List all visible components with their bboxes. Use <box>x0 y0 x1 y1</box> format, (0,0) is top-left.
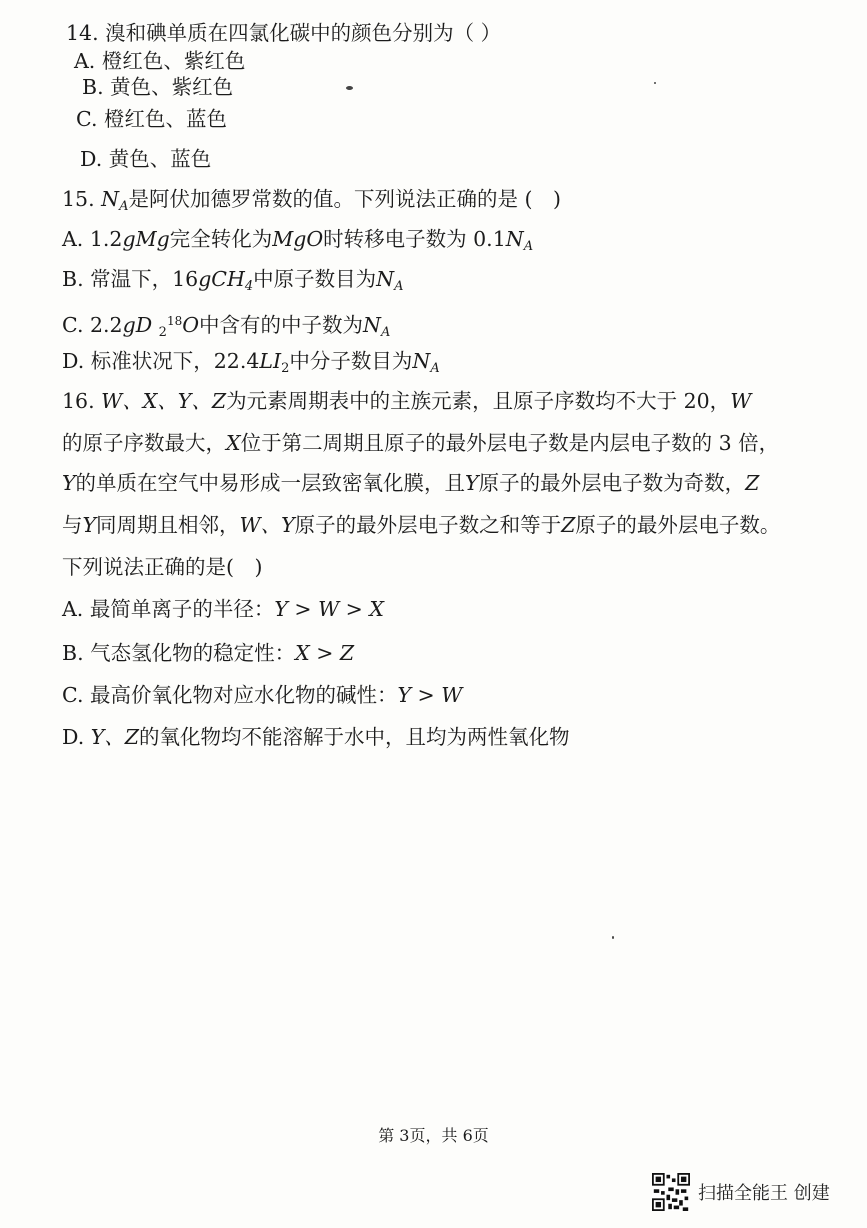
q15-option-c: C. 2.2gD $2^{18}O$中含有的中子数为$N_A$ <box>62 313 391 340</box>
qr-code-icon <box>652 1173 690 1211</box>
q15-option-b: B. 常温下，16gCH$_4$中原子数目为$N_A$ <box>62 267 404 294</box>
scan-speck <box>612 936 614 939</box>
q14-option-d: D. 黄色、蓝色 <box>80 147 212 171</box>
scanner-label: 扫描全能王 创建 <box>698 1183 830 1204</box>
q15-stem: 15. $N_A$是阿伏加德罗常数的值。下列说法正确的是 ( ) <box>62 187 561 214</box>
q16-option-d: D. Y、Z的氧化物均不能溶解于水中，且均为两性氧化物 <box>62 725 570 749</box>
q16-stem-line-4: 与Y同周期且相邻，W、Y原子的最外层电子数之和等于Z原子的最外层电子数。 <box>62 513 781 537</box>
q14-option-a: A. 橙红色、紫红色 <box>74 49 246 73</box>
q16-stem-line-5: 下列说法正确的是( ) <box>62 555 263 579</box>
q15-option-d: D. 标准状况下，22.4LI2中分子数目为$N_A$ <box>62 349 440 376</box>
q16-stem-line-2: 的原子序数最大，X位于第二周期且原子的最外层电子数是内层电子数的 3 倍， <box>62 431 780 455</box>
q16-option-c: C. 最高价氧化物对应水化物的碱性：Y > W <box>62 683 463 707</box>
q15-option-a: A. 1.2gMg完全转化为MgO时转移电子数为 $0.1N_A$ <box>62 227 534 254</box>
q16-option-b: B. 气态氢化物的稳定性：X > Z <box>62 641 355 665</box>
scan-speck <box>654 82 656 84</box>
page-number: 第 3页，共 6页 <box>378 1126 489 1145</box>
q14-stem: 14. 溴和碘单质在四氯化碳中的颜色分别为（ ） <box>66 21 502 45</box>
q16-option-a: A. 最简单离子的半径：Y > W > X <box>62 597 384 621</box>
q16-stem-line-3: Y的单质在空气中易形成一层致密氧化膜，且Y原子的最外层电子数为奇数，Z <box>62 471 760 495</box>
q14-option-c: C. 橙红色、蓝色 <box>76 107 227 131</box>
q14-option-b: B. 黄色、紫红色 <box>82 75 234 99</box>
scanner-watermark <box>652 1172 830 1212</box>
q16-stem-line-1: 16. W、X、Y、Z为元素周期表中的主族元素，且原子序数均不大于 20，W <box>62 389 752 413</box>
scan-speck <box>346 86 353 90</box>
